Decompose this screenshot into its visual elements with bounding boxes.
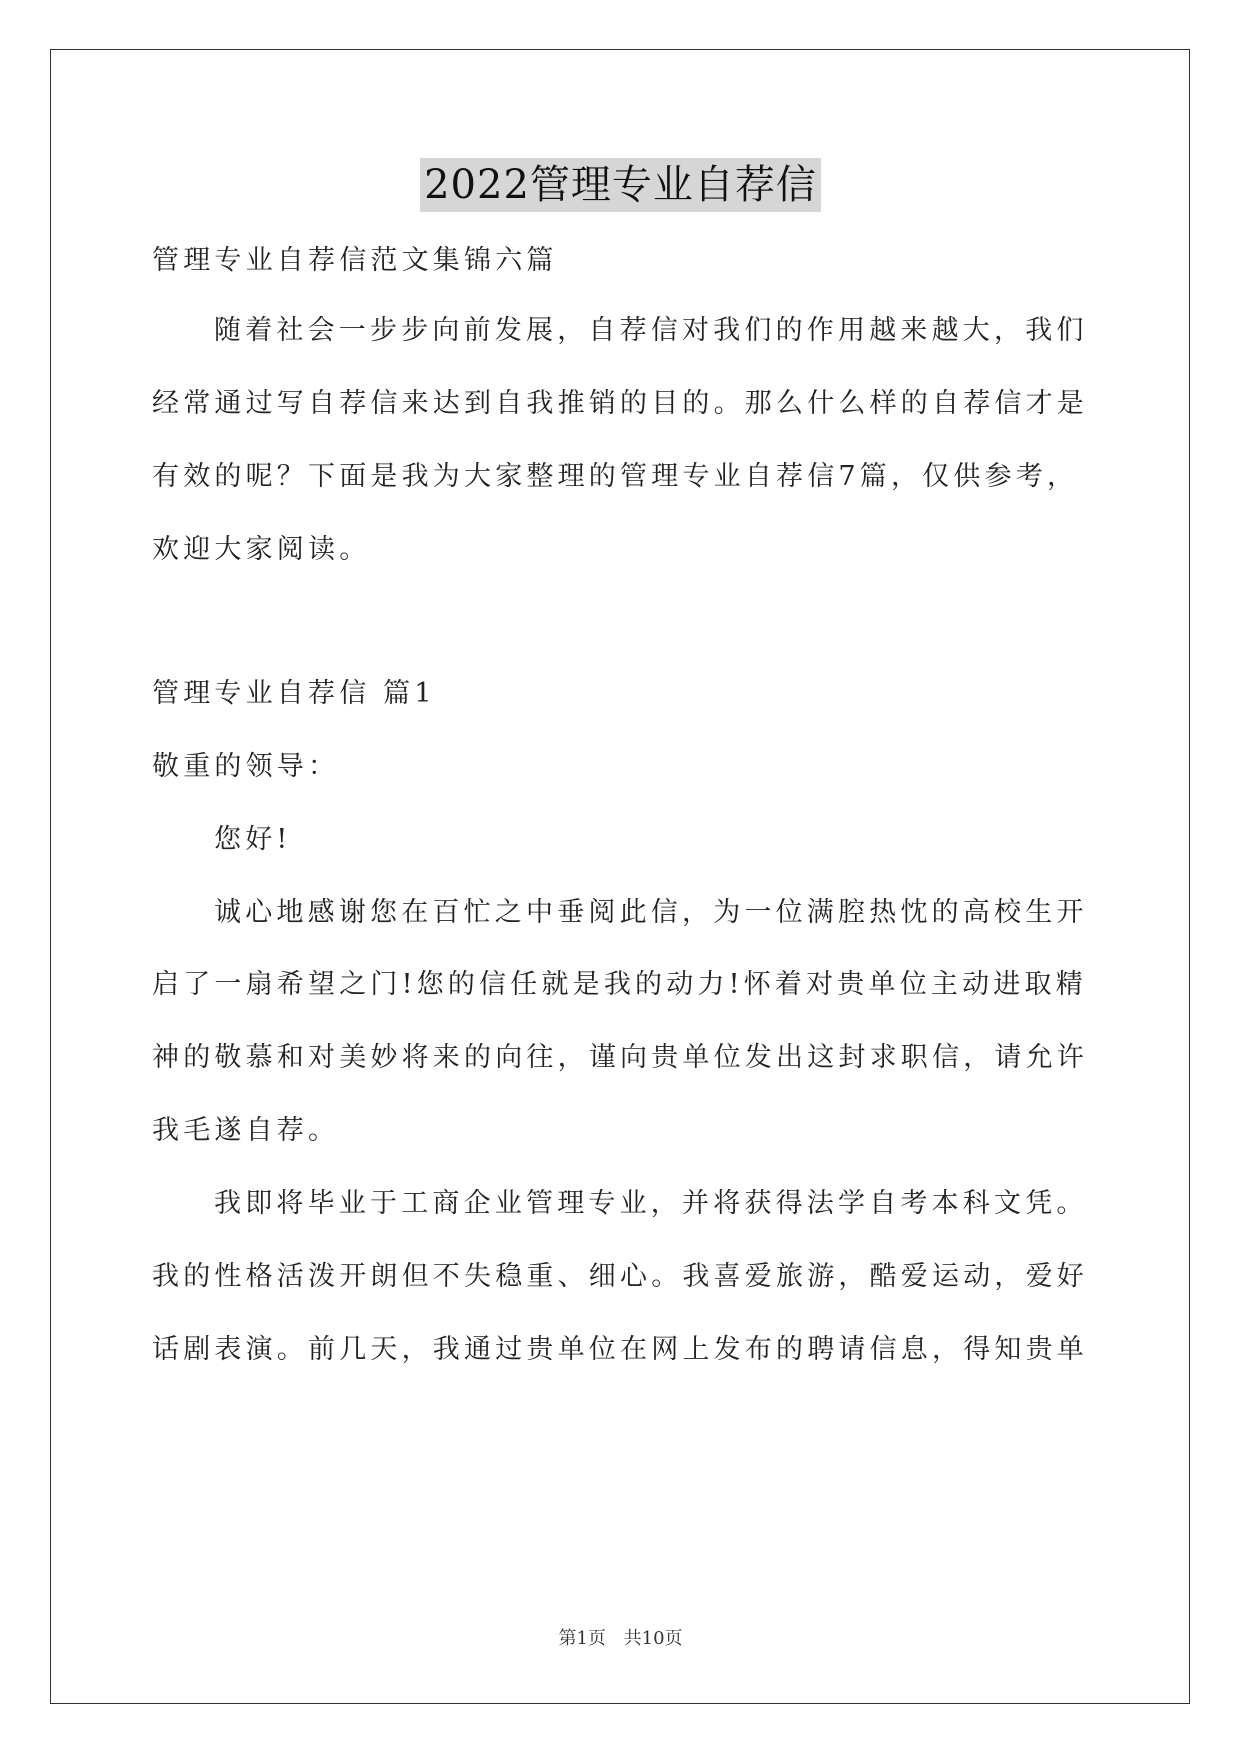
section-heading: 管理专业自荐信 篇1	[152, 678, 436, 709]
page-border	[50, 49, 1190, 1704]
paragraph-line: 神的敬慕和对美妙将来的向往，谨向贵单位发出这封求职信，请允许	[152, 1042, 1088, 1073]
intro-line: 欢迎大家阅读。	[152, 534, 371, 565]
document-subtitle: 管理专业自荐信范文集锦六篇	[152, 245, 558, 276]
intro-line: 经常通过写自荐信来达到自我推销的目的。那么什么样的自荐信才是	[152, 388, 1088, 419]
page-number: 第1页	[558, 1628, 606, 1649]
paragraph-line: 话剧表演。前几天，我通过贵单位在网上发布的聘请信息，得知贵单	[152, 1334, 1088, 1365]
salutation: 敬重的领导：	[152, 751, 340, 782]
page-total: 共10页	[623, 1628, 683, 1649]
document-title: 2022管理专业自荐信	[420, 158, 821, 212]
title-container	[0, 158, 1241, 212]
greeting: 您好!	[214, 824, 292, 855]
page-footer	[0, 1627, 1241, 1651]
intro-line: 有效的呢？下面是我为大家整理的管理专业自荐信7篇，仅供参考，	[152, 461, 1079, 492]
paragraph-line: 我即将毕业于工商企业管理专业，并将获得法学自考本科文凭。	[214, 1188, 1088, 1219]
intro-line: 随着社会一步步向前发展，自荐信对我们的作用越来越大，我们	[214, 315, 1088, 346]
paragraph-line: 诚心地感谢您在百忙之中垂阅此信，为一位满腔热忱的高校生开	[214, 897, 1088, 928]
paragraph-line: 我的性格活泼开朗但不失稳重、细心。我喜爱旅游，酷爱运动，爱好	[152, 1261, 1088, 1292]
paragraph-line: 我毛遂自荐。	[152, 1115, 340, 1146]
paragraph-line: 启了一扇希望之门!您的信任就是我的动力!怀着对贵单位主动进取精	[152, 969, 1087, 1000]
